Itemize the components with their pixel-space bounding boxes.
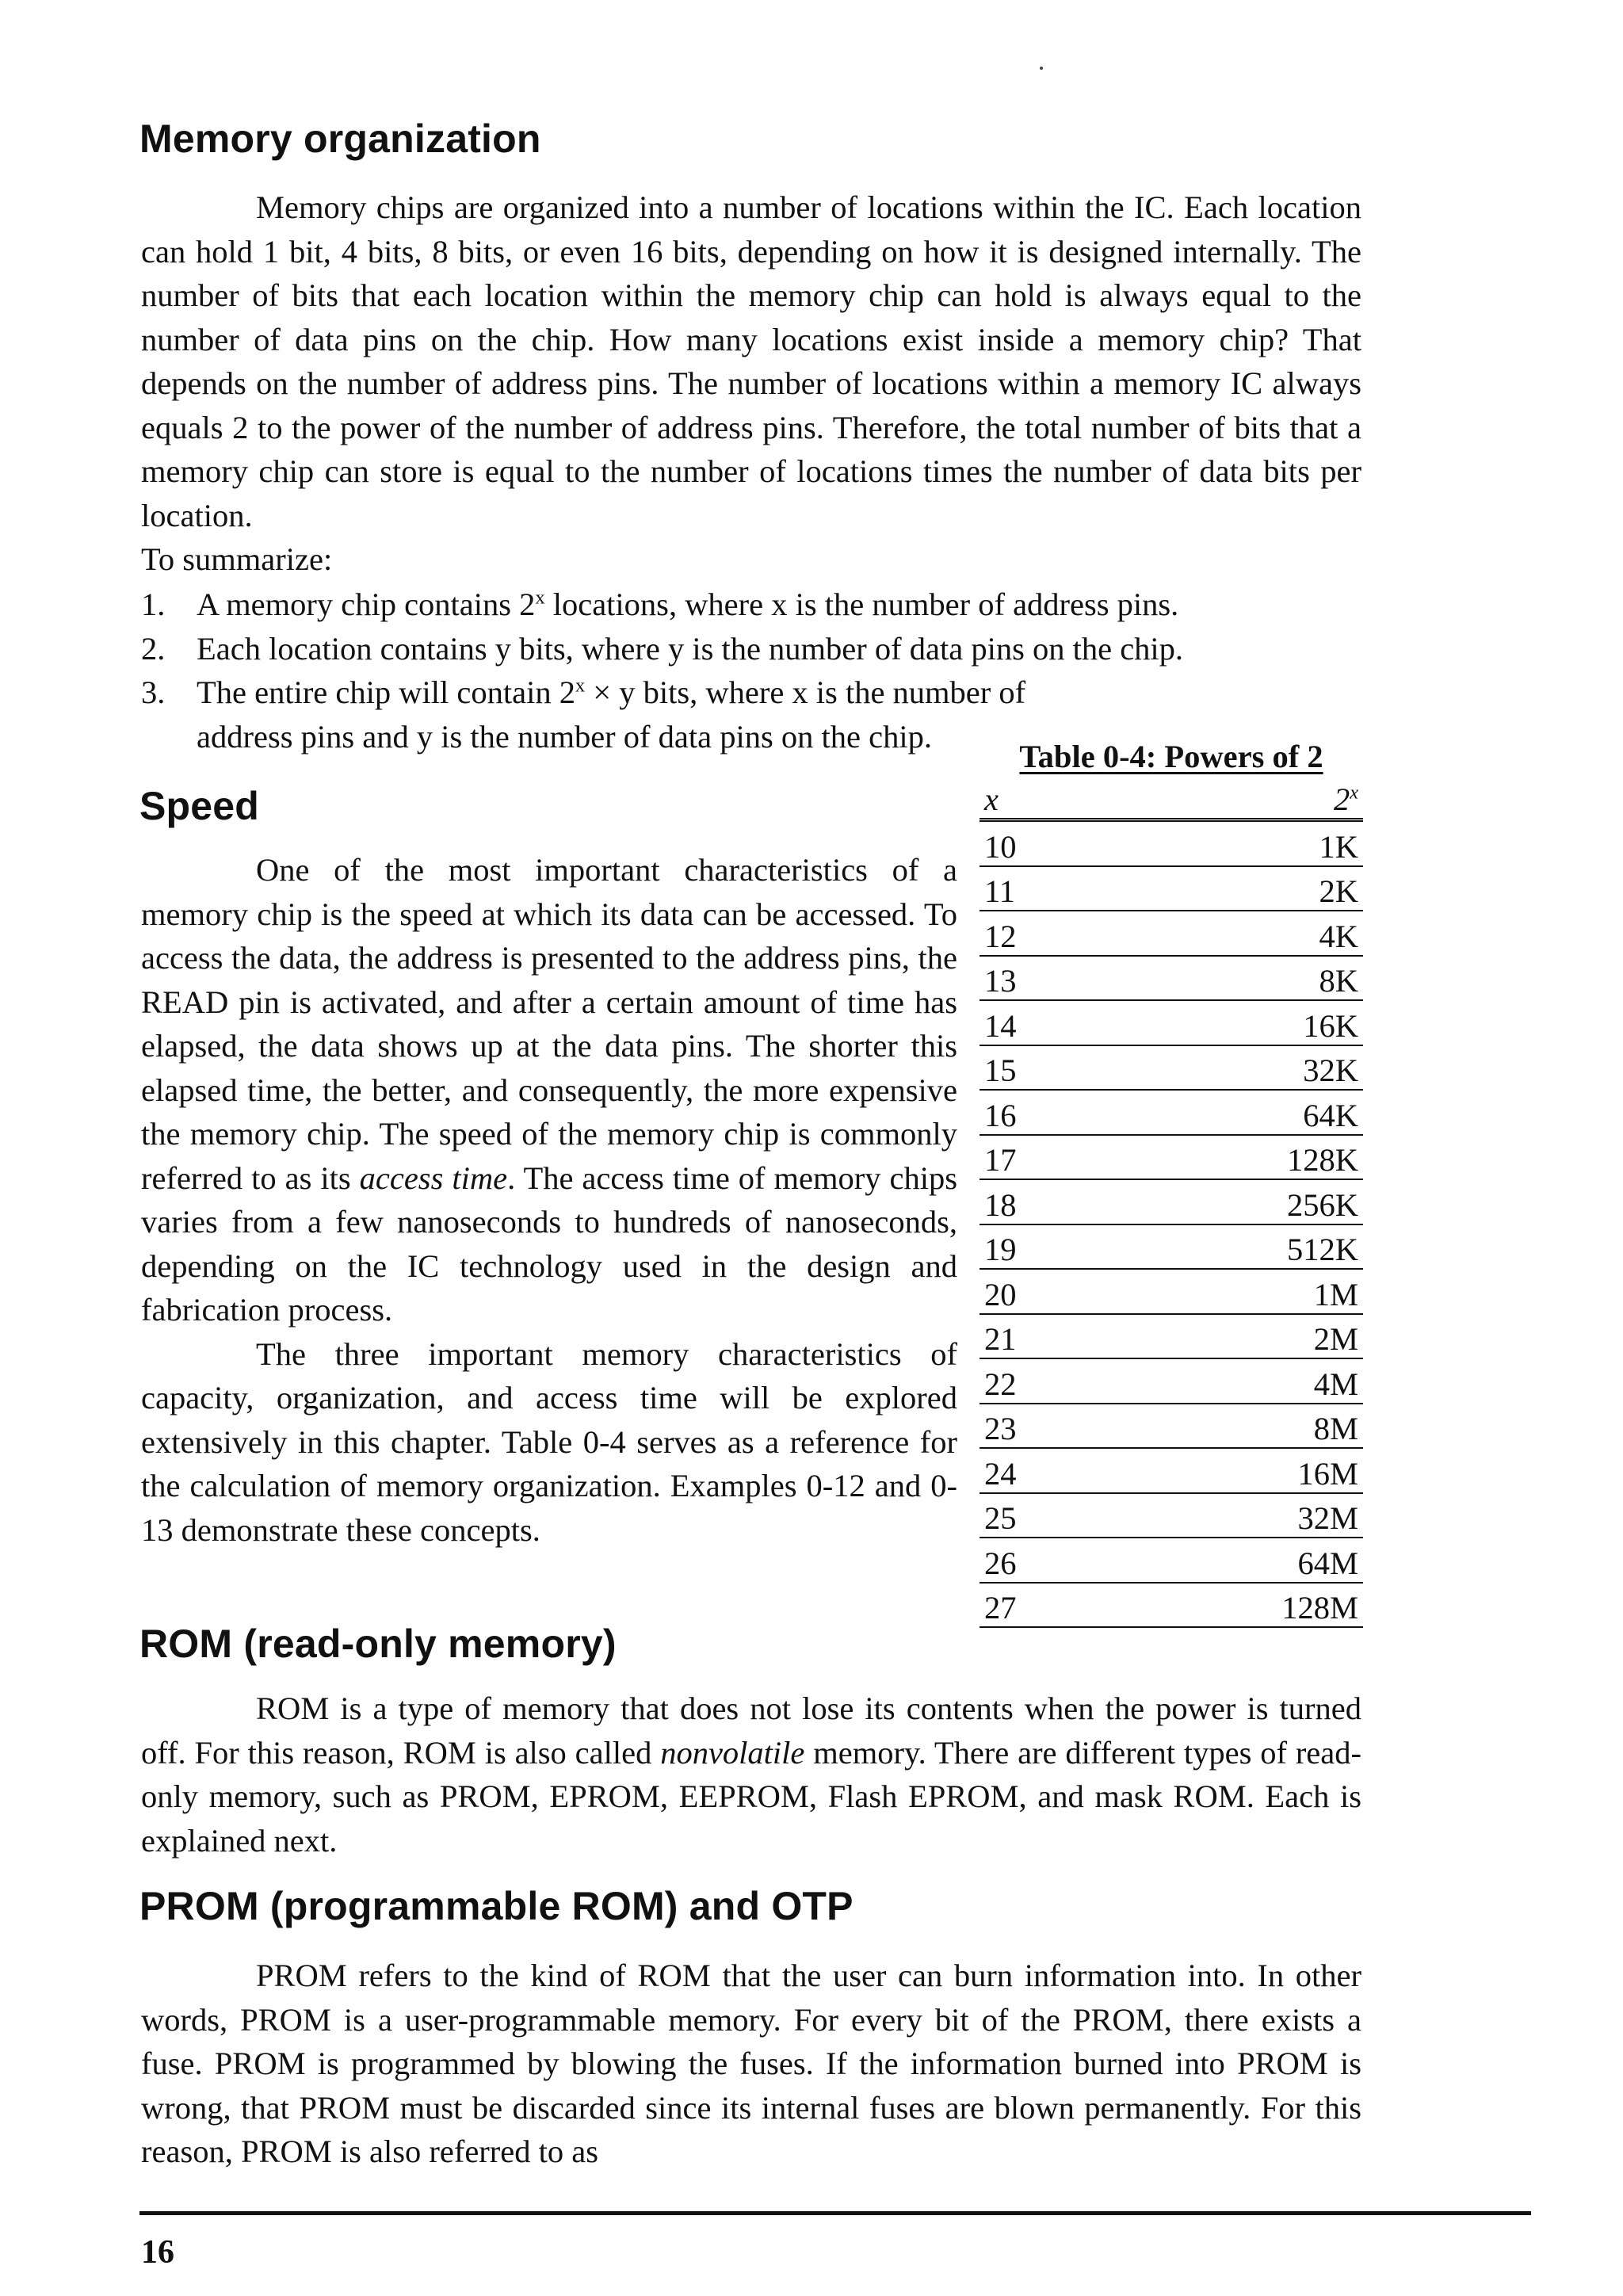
- table-row: [980, 1583, 1363, 1628]
- table-grid: [980, 778, 1363, 1628]
- table-row: [980, 1269, 1363, 1314]
- cell-2x: 4M: [1105, 1358, 1363, 1404]
- table-row: [980, 911, 1363, 956]
- table-caption: Table 0-4: Powers of 2: [1019, 739, 1323, 774]
- cell-x: 17: [980, 1135, 1105, 1180]
- rom-body: [141, 1687, 1361, 1862]
- cell-2x: 8M: [1105, 1404, 1363, 1449]
- table-row: [980, 1045, 1363, 1091]
- prom-paragraph: PROM refers to the kind of ROM that the user can burn information into. In other words, PROM is a user-programmable memory. For every bit of the PROM, there exists a fuse. PROM is programmed by blowing the fuses. If the information burned into PROM is wrong, that PROM must be discarded since its internal fuses are blown permanently. For this reason, PROM is also referred to as: [141, 1958, 1361, 2169]
- cell-2x: 2M: [1105, 1314, 1363, 1359]
- cell-x: 18: [980, 1179, 1105, 1224]
- column-header-x: x: [980, 778, 1105, 820]
- cell-2x: 128M: [1105, 1583, 1363, 1628]
- cell-x: 20: [980, 1269, 1105, 1314]
- table-header-row: [980, 778, 1363, 820]
- table-row: [980, 956, 1363, 1001]
- cell-x: 13: [980, 956, 1105, 1001]
- cell-x: 19: [980, 1224, 1105, 1270]
- cell-2x: 4K: [1105, 911, 1363, 956]
- powers-of-2-table: [980, 737, 1363, 1628]
- table-row: [980, 1538, 1363, 1583]
- cell-x: 22: [980, 1358, 1105, 1404]
- summary-item: 1. A memory chip contains 2$^x$ locations, where x is the number of address pins.: [141, 586, 1179, 622]
- table-row: [980, 1135, 1363, 1180]
- heading-prom: PROM (programmable ROM) and OTP: [139, 1884, 854, 1928]
- memory-organization-body: [141, 185, 1361, 582]
- cell-x: 24: [980, 1448, 1105, 1493]
- cell-2x: 1M: [1105, 1269, 1363, 1314]
- cell-x: 26: [980, 1538, 1105, 1583]
- cell-2x: 256K: [1105, 1179, 1363, 1224]
- cell-x: 15: [980, 1045, 1105, 1091]
- cell-x: 12: [980, 911, 1105, 956]
- cell-2x: 128K: [1105, 1135, 1363, 1180]
- table-row: [980, 1493, 1363, 1538]
- memory-organization-paragraph: Memory chips are organized into a number of locations within the IC. Each location can hold 1 bit, 4 bits, 8 bits, or even 16 bits, depending on how it is designed internally. The number of bits that each location within the memory chip can hold is always equal to the number of data pins on the chip. How many locations exist inside a memory chip? That depends on the number of address pins. The number of locations within a memory IC always equals 2 to the power of the number of address pins. Therefore, the total number of bits that a memory chip can store is equal to the number of locations times the number of data bits per location.: [141, 189, 1361, 533]
- cell-2x: 16K: [1105, 1000, 1363, 1045]
- page-number: 16: [141, 2234, 174, 2271]
- cell-2x: 8K: [1105, 956, 1363, 1001]
- speed-paragraph-1: One of the most important characteristics of a memory chip is the speed at which its data can be accessed. To access the data, the address is presented to the address pins, the READ pin is activated, and after a certain amount of time has elapsed, the data shows up at the data pins. The shorter this elapsed time, the better, and consequently, the more expensive the memory chip. The speed of the memory chip is commonly referred to as its access time. The access time of memory chips varies from a few nanoseconds to hundreds of nanoseconds, depending on the IC technology used in the design and fabrication process.: [141, 852, 957, 1328]
- table-row: [980, 866, 1363, 911]
- speed-body: [141, 848, 957, 1552]
- summary-item: 3. The entire chip will contain $2^x \times y$ bits, where x is the number of address pins and y is the number of data pins on the chip.: [141, 674, 1026, 755]
- table-row: [980, 1448, 1363, 1493]
- cell-2x: 32M: [1105, 1493, 1363, 1538]
- table-row: [980, 1358, 1363, 1404]
- table-row: [980, 1224, 1363, 1270]
- column-header-2x: 2$^x$: [1105, 778, 1363, 820]
- table-row: [980, 1090, 1363, 1135]
- speed-paragraph-2: The three important memory characteristics of capacity, organization, and access time will be explored extensively in this chapter. Table 0-4 serves as a reference for the calculation of memory organization. Examples 0-12 and 0-13 demonstrate these concepts.: [141, 1335, 957, 1548]
- cell-2x: 64K: [1105, 1090, 1363, 1135]
- heading-speed: Speed: [139, 784, 260, 828]
- heading-memory-organization: Memory organization: [139, 117, 541, 161]
- cell-x: 21: [980, 1314, 1105, 1359]
- table-row: [980, 1000, 1363, 1045]
- cell-x: 16: [980, 1090, 1105, 1135]
- cell-2x: 2K: [1105, 866, 1363, 911]
- cell-x: 10: [980, 820, 1105, 866]
- footer-rule: [139, 2211, 1531, 2215]
- table-row: [980, 820, 1363, 866]
- table-row: [980, 1404, 1363, 1449]
- cell-2x: 32K: [1105, 1045, 1363, 1091]
- stray-dot: [1040, 67, 1043, 70]
- cell-x: 11: [980, 866, 1105, 911]
- cell-x: 25: [980, 1493, 1105, 1538]
- cell-x: 14: [980, 1000, 1105, 1045]
- cell-2x: 16M: [1105, 1448, 1363, 1493]
- summary-intro: To summarize:: [141, 541, 333, 577]
- prom-body: [141, 1954, 1361, 2174]
- cell-2x: 1K: [1105, 820, 1363, 866]
- summary-item: 2. Each location contains y bits, where y is the number of data pins on the chip.: [141, 630, 1184, 667]
- cell-2x: 64M: [1105, 1538, 1363, 1583]
- summary-list: [141, 583, 1361, 758]
- rom-paragraph: ROM is a type of memory that does not lose its contents when the power is turned off. For this reason, ROM is also called nonvolatile memory. There are different types of read-only memory, such as PROM, EPROM, EEPROM, Flash EPROM, and mask ROM. Each is explained next.: [141, 1690, 1361, 1859]
- cell-2x: 512K: [1105, 1224, 1363, 1270]
- heading-rom: ROM (read-only memory): [139, 1622, 617, 1666]
- cell-x: 23: [980, 1404, 1105, 1449]
- table-row: [980, 1179, 1363, 1224]
- table-row: [980, 1314, 1363, 1359]
- cell-x: 27: [980, 1583, 1105, 1628]
